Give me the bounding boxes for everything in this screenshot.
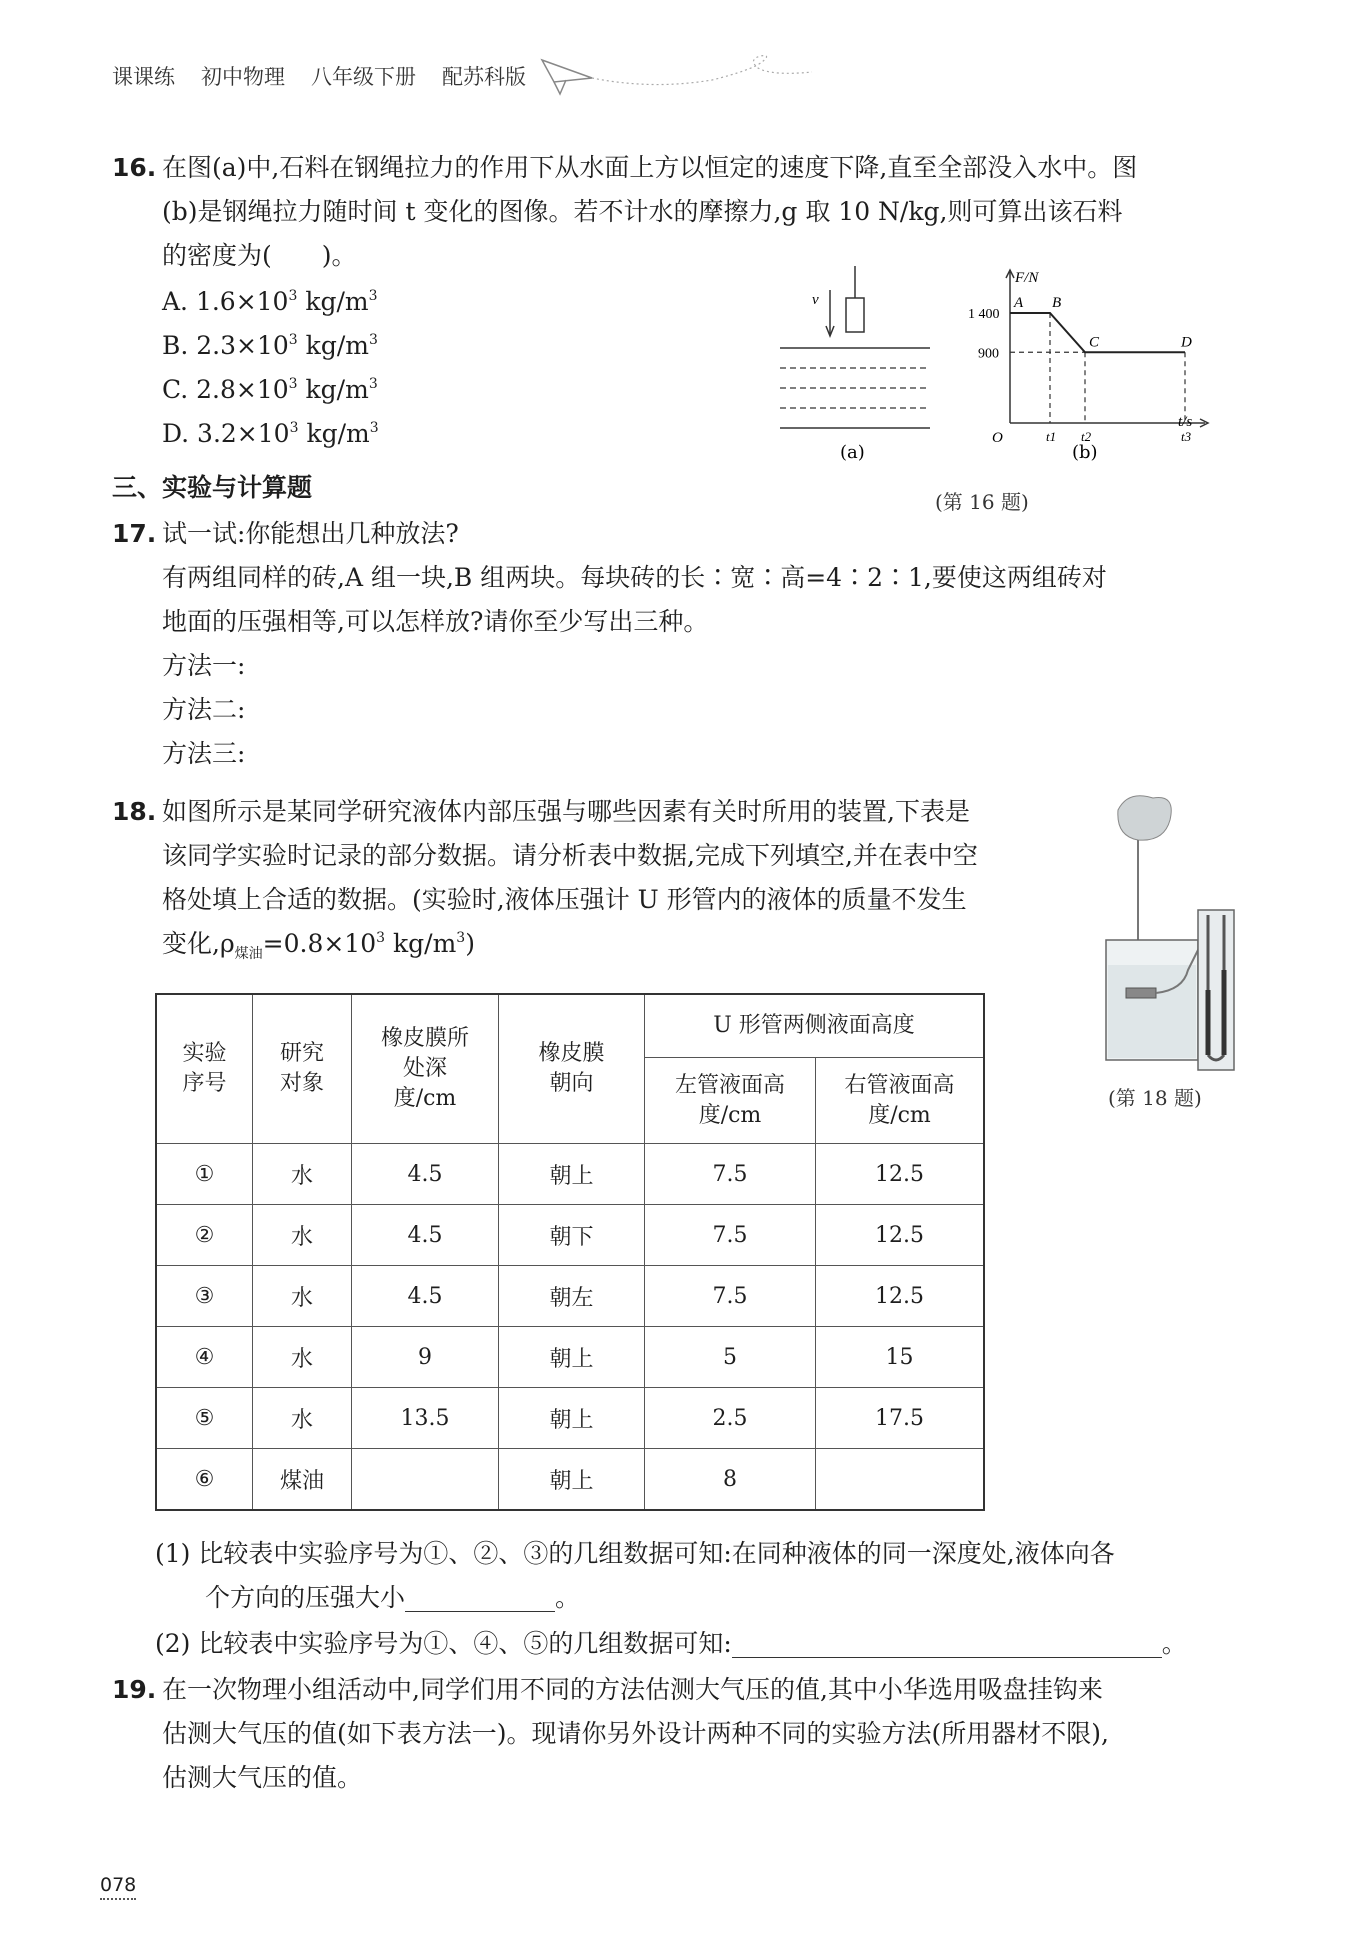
table-header-row [156,994,984,1058]
table-row [156,1266,984,1327]
question-18-sub2: (2) 比较表中实验序号为①、④、⑤的几组数据可知: 。 [155,1629,1187,1658]
figure-16 [760,258,1220,518]
answer-blank[interactable] [405,1581,555,1612]
question-text-line: (b)是钢绳拉力随时间 t 变化的图像。若不计水的摩擦力,g 取 10 N/kg,则可算出该石料 [162,197,1123,226]
question-17 [112,512,1230,776]
cell-left: 7.5 [645,1266,816,1327]
point-label-c: C [1089,334,1100,351]
u-tube-stand [1198,910,1234,1070]
page-number: 078 [100,1874,136,1900]
header-u-tube: U 形管两侧液面高度 [645,994,985,1058]
cell-left: 5 [645,1327,816,1388]
header-index: 实验序号 [156,994,253,1144]
velocity-label: v [812,292,819,308]
question-text-line: 该同学实验时记录的部分数据。请分析表中数据,完成下列填空,并在表中空 [162,841,978,870]
figure-16a [780,266,930,463]
header-stage: 初中物理 [201,65,285,89]
cell-left: 7.5 [645,1205,816,1266]
figure-18-apparatus [1098,790,1248,1080]
cell-object: 水 [253,1205,352,1266]
header-grade: 八年级下册 [311,65,416,89]
header-series: 课课练 [112,65,175,89]
section-title: 三、实验与计算题 [112,473,313,502]
method-1-label: 方法一: [162,651,246,680]
sub-question-text: (2) 比较表中实验序号为①、④、⑤的几组数据可知: [155,1629,732,1658]
figure-16-caption: (第 16 题) [935,490,1029,514]
question-number: 16. [112,153,157,182]
question-text-line: 在图(a)中,石料在钢绳拉力的作用下从水面上方以恒定的速度下降,直至全部没入水中。图 [162,153,1138,182]
figure-18-caption: (第 18 题) [1108,1086,1202,1110]
header-depth: 橡皮膜所处深度/cm [352,994,499,1144]
experiment-table [155,993,985,1511]
cell-direction: 朝上 [499,1449,645,1511]
point-label-d: D [1181,334,1192,351]
cell-direction: 朝下 [499,1205,645,1266]
table-row [156,1449,984,1511]
question-18 [112,790,1060,966]
question-text-line: 估测大气压的值。 [162,1763,363,1792]
option-d[interactable]: D. $3.2\times 10^3$ $kg/m^3$ [162,419,379,448]
cell-direction: 朝上 [499,1327,645,1388]
question-text-line: 地面的压强相等,可以怎样放?请你至少写出三种。 [162,607,709,636]
cell-index: ① [156,1144,253,1205]
cell-depth: 4.5 [352,1144,499,1205]
table-row [156,1205,984,1266]
question-text-line: 变化$,\rho_{煤油}=0.8\times 10^3$ $kg/m^3$) [162,929,475,962]
cell-object: 水 [253,1388,352,1449]
rubber-membrane-probe [1126,988,1156,998]
table-row [156,1144,984,1205]
question-text-line: 格处填上合适的数据。(实验时,液体压强计 U 形管内的液体的质量不发生 [162,885,967,914]
cell-depth: 4.5 [352,1266,499,1327]
x-tick-label-t3: t3 [1181,429,1192,444]
cell-right: 17.5 [816,1388,985,1449]
table-row [156,1327,984,1388]
cell-direction: 朝上 [499,1144,645,1205]
y-axis-label: F/N [1015,270,1039,286]
method-3-label: 方法三: [162,739,246,768]
table-row [156,1388,984,1449]
cell-index: ⑥ [156,1449,253,1511]
cell-direction: 朝上 [499,1388,645,1449]
option-b[interactable]: B. $2.3\times 10^3$ $kg/m^3$ [162,331,378,360]
answer-blank[interactable] [732,1627,1162,1658]
y-tick-label: 1 400 [968,307,1000,322]
header-left-level: 左管液面高度/cm [645,1058,816,1144]
header-edition: 配苏科版 [442,65,526,89]
question-number: 19. [112,1675,157,1704]
option-a[interactable]: A. $1.6\times 10^3$ $kg/m^3$ [162,287,378,316]
question-text-line: 有两组同样的砖,A 组一块,B 组两块。每块砖的长∶宽∶高=4∶2∶1,要使这两组砖对 [162,563,1107,592]
cell-direction: 朝左 [499,1266,645,1327]
point-label-a: A [1014,295,1024,311]
point-label-b: B [1052,295,1062,311]
question-text-line: 如图所示是某同学研究液体内部压强与哪些因素有关时所用的装置,下表是 [162,797,970,826]
header-object: 研究对象 [253,994,352,1144]
sub-question-text: (1) 比较表中实验序号为①、②、③的几组数据可知:在同种液体的同一深度处,液体向各 [155,1539,1115,1568]
cell-object: 煤油 [253,1449,352,1511]
page-header [112,56,526,96]
cell-right: 12.5 [816,1205,985,1266]
header-direction: 橡皮膜朝向 [499,994,645,1144]
cell-index: ② [156,1205,253,1266]
cell-index: ③ [156,1266,253,1327]
stone-block [846,298,864,332]
hand-icon [1118,796,1171,840]
origin-label: O [992,430,1003,446]
sub-question-text: 个方向的压强大小 [205,1583,406,1612]
cell-right-blank[interactable] [816,1449,985,1511]
question-text-line: 估测大气压的值(如下表方法一)。现请你另外设计两种不同的实验方法(所用器材不限), [162,1719,1109,1748]
cell-depth-blank[interactable] [352,1449,499,1511]
cell-depth: 9 [352,1327,499,1388]
question-text-line: 在一次物理小组活动中,同学们用不同的方法估测大气压的值,其中小华选用吸盘挂钩来 [162,1675,1103,1704]
x-tick-label-t1: t1 [1046,429,1057,444]
method-2-label: 方法二: [162,695,246,724]
cell-object: 水 [253,1327,352,1388]
cell-left: 8 [645,1449,816,1511]
question-text-line: 试一试:你能想出几种放法? [162,519,459,548]
question-number: 18. [112,797,157,826]
question-text-line: 的密度为( )。 [162,241,357,270]
x-tick-label-t2: t2 [1081,429,1092,444]
header-right-level: 右管液面高度/cm [816,1058,985,1144]
cell-right: 12.5 [816,1266,985,1327]
cell-index: ⑤ [156,1388,253,1449]
option-c[interactable]: C. $2.8\times 10^3$ $kg/m^3$ [162,375,378,404]
cell-index: ④ [156,1327,253,1388]
figure-a-label: (a) [840,442,865,463]
cell-right: 15 [816,1327,985,1388]
cell-object: 水 [253,1144,352,1205]
paper-plane-icon [522,50,822,100]
figure-b-label: (b) [1072,442,1098,463]
cell-object: 水 [253,1266,352,1327]
question-19 [112,1668,1230,1800]
question-18-sub1: (1) 比较表中实验序号为①、②、③的几组数据可知:在同种液体的同一深度处,液体向各 个方向的压强大小 。 [155,1532,1230,1620]
cell-depth: 4.5 [352,1205,499,1266]
cell-right: 12.5 [816,1144,985,1205]
question-number: 17. [112,519,157,548]
cell-left: 7.5 [645,1144,816,1205]
y-tick-label: 900 [978,346,999,362]
cell-left: 2.5 [645,1388,816,1449]
force-time-chart [968,270,1208,463]
x-axis-label: t/s [1178,414,1193,430]
cell-depth: 13.5 [352,1388,499,1449]
